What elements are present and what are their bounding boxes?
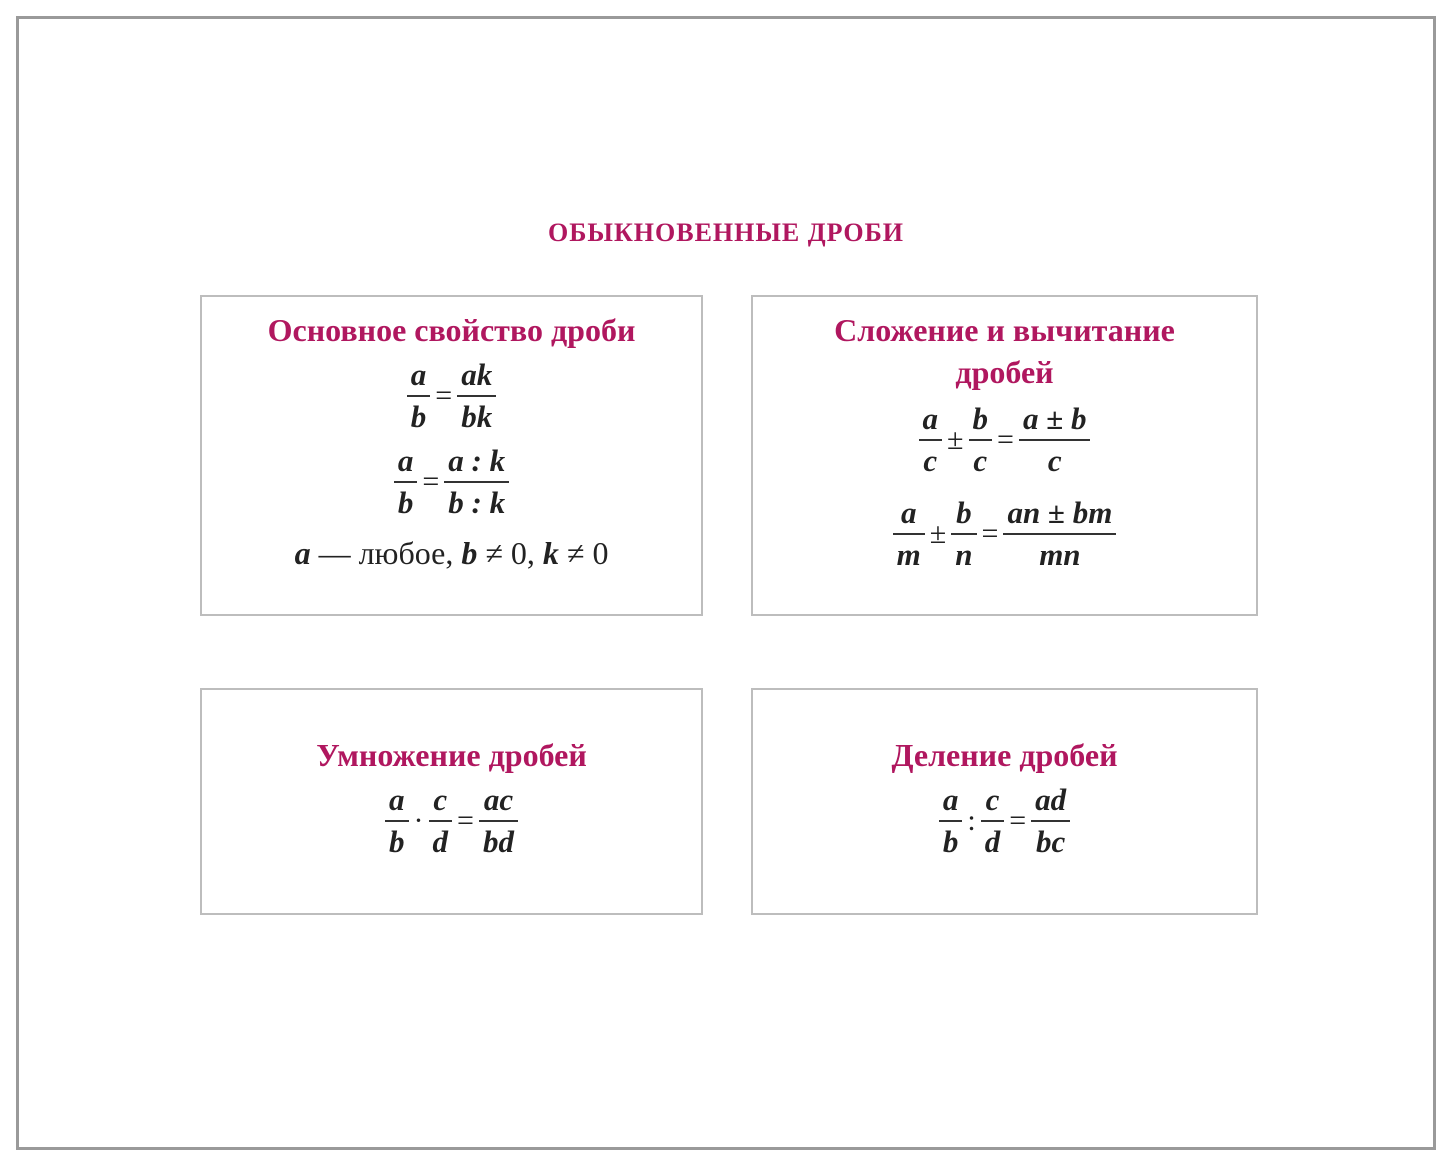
equals-sign: = [1009,804,1027,837]
equals-sign: = [997,423,1014,456]
numerator: b [972,401,989,436]
equals-sign: = [981,517,999,550]
numerator: a ± b [1022,401,1087,436]
plus-minus-sign: ± [929,517,947,550]
card-division [751,688,1258,915]
numerator: a [922,401,939,436]
denominator: c [923,443,938,478]
fraction [444,441,509,523]
card-title: Деление дробей [891,737,1118,773]
numerator: a [942,782,959,817]
formula-same-denominator [916,399,1094,481]
formula-different-denominator [890,493,1120,575]
var-k: k [542,535,559,571]
numerator: a : k [448,443,506,478]
denominator: m [896,537,921,572]
multiply-sign: · [413,804,424,837]
numerator: a [410,357,427,392]
fraction [457,355,496,437]
divide-sign: : [967,804,976,837]
formula-division [936,780,1073,862]
plus-minus-sign: ± [947,423,964,456]
denominator: d [984,824,1001,859]
equals-sign: = [422,465,440,498]
var-b: b [461,535,478,571]
denominator: b [389,824,405,859]
fraction [1031,780,1070,862]
card-basic-property [200,295,703,616]
numerator: an ± bm [1007,495,1113,530]
denominator: n [955,537,973,572]
fraction [429,780,453,862]
fraction [981,780,1005,862]
numerator: a [389,782,405,817]
page-title: ОБЫКНОВЕННЫЕ ДРОБИ [548,218,904,247]
numerator: a [900,495,917,530]
numerator: a [397,443,414,478]
fraction [479,780,518,862]
denominator: c [973,443,988,478]
card-title: Основное свойство дроби [267,312,636,348]
card-multiplication [200,688,703,915]
numerator: ad [1035,782,1067,817]
condition-part: — любое, [310,535,462,571]
numerator: b [956,495,972,530]
denominator: b [397,485,414,520]
card-title: Умножение дробей [316,737,587,773]
fraction [394,441,418,523]
numerator: c [433,782,448,817]
denominator: c [1047,443,1062,478]
denominator: bc [1035,824,1066,859]
formula-multiply-k [404,355,499,437]
fraction [1019,399,1091,481]
fraction [939,780,963,862]
condition-part: ≠ 0, [477,535,543,571]
denominator: bd [482,824,514,859]
fraction [385,780,409,862]
numerator: ac [483,782,514,817]
equals-sign: = [435,379,453,412]
denominator: bk [461,399,493,434]
fraction [919,399,943,481]
formula-divide-k [391,441,512,523]
equals-sign: = [457,804,474,837]
var-a: a [294,535,311,571]
numerator: c [985,782,1000,817]
fraction [1003,493,1116,575]
numerator: ak [461,357,493,392]
fraction [407,355,431,437]
fraction [893,493,925,575]
condition-part: ≠ 0 [558,535,609,571]
condition-text [295,535,609,572]
formula-multiplication [382,780,521,862]
denominator: d [432,824,449,859]
denominator: b [942,824,959,859]
denominator: b [410,399,427,434]
denominator: mn [1039,537,1081,572]
fraction [969,399,993,481]
card-addition-subtraction [751,295,1258,616]
fraction [951,493,976,575]
card-title: Сложение и вычитание дробей [834,312,1175,390]
denominator: b : k [448,485,506,520]
